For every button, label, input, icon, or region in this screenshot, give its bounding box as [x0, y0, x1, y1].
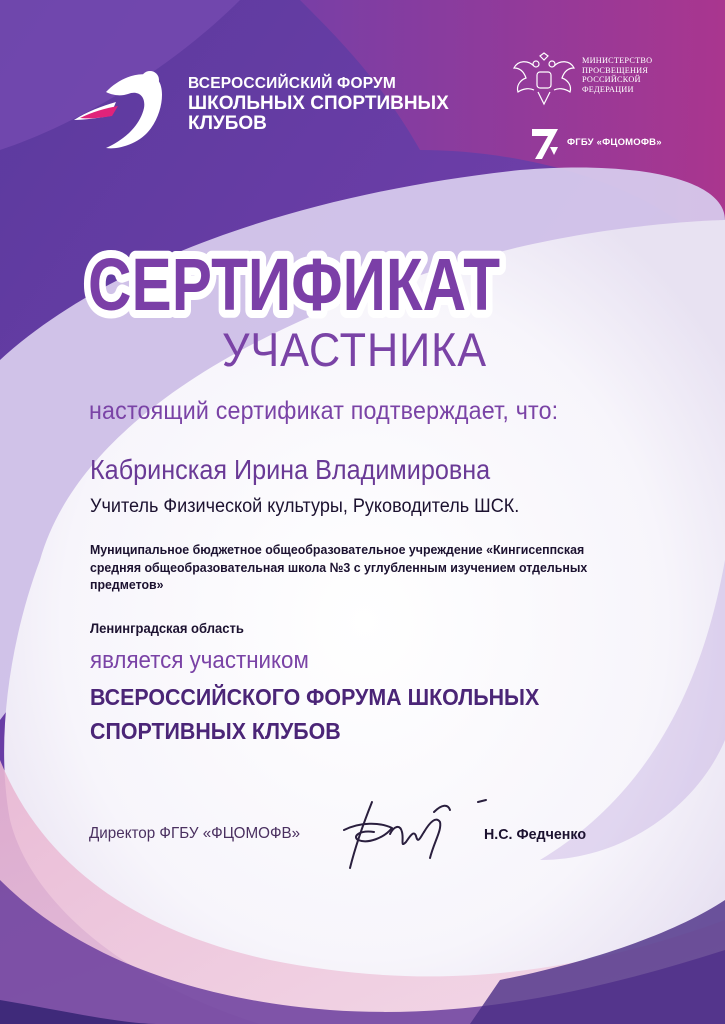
- certificate-title: [78, 232, 518, 332]
- fgbu-label: ФГБУ «ФЦОМОФВ»: [567, 137, 662, 148]
- ministry-name: [582, 56, 652, 94]
- organization-name: Муниципальное бюджетное общеобразовательное учреждение «Кингисеппская средняя общеобразовательная школа №3 с углубленным изучением отдельных предметов»: [90, 542, 588, 592]
- forum-name-line2: ШКОЛЬНЫХ СПОРТИВНЫХ: [188, 93, 449, 114]
- signer-name: Н.С. Федченко: [484, 826, 587, 843]
- person-name: Кабринская Ирина Владимировна: [90, 454, 491, 485]
- forum-logo-icon: [66, 62, 176, 154]
- ministry-line2: ПРОСВЕЩЕНИЯ: [582, 65, 649, 75]
- ministry-line3: РОССИЙСКОЙ: [582, 75, 641, 85]
- person-position: Учитель Физической культуры, Руководитель ШСК.: [90, 496, 520, 517]
- ministry-line4: ФЕДЕРАЦИИ: [582, 84, 634, 94]
- participant-text: является участником: [90, 647, 309, 674]
- forum-name-line3: КЛУБОВ: [188, 113, 267, 134]
- forum-name-line1: ВСЕРОССИЙСКИЙ ФОРУМ: [188, 75, 397, 92]
- certificate-subtitle: УЧАСТНИКА: [222, 323, 488, 376]
- director-label: Директор ФГБУ «ФЦОМОФВ»: [89, 825, 301, 842]
- coat-of-arms-icon: [510, 52, 578, 108]
- handwritten-signature: [330, 782, 500, 882]
- event-name: [90, 680, 611, 748]
- event-name-line2: СПОРТИВНЫХ КЛУБОВ: [90, 718, 341, 744]
- region: Ленинградская область: [90, 620, 244, 636]
- certificate-title-graphic: [78, 232, 518, 332]
- certificate-title-text: СЕРТИФИКАТ: [88, 243, 500, 326]
- forum-name: [188, 74, 449, 134]
- confirm-text: настоящий сертификат подтверждает, что:: [89, 397, 559, 425]
- fgbu-7-logo-icon: [528, 125, 562, 161]
- event-name-line1: ВСЕРОССИЙСКОГО ФОРУМА ШКОЛЬНЫХ: [90, 684, 540, 710]
- ministry-line1: МИНИСТЕРСТВО: [582, 56, 653, 65]
- certificate-title-outline: СЕРТИФИКАТ: [88, 243, 500, 326]
